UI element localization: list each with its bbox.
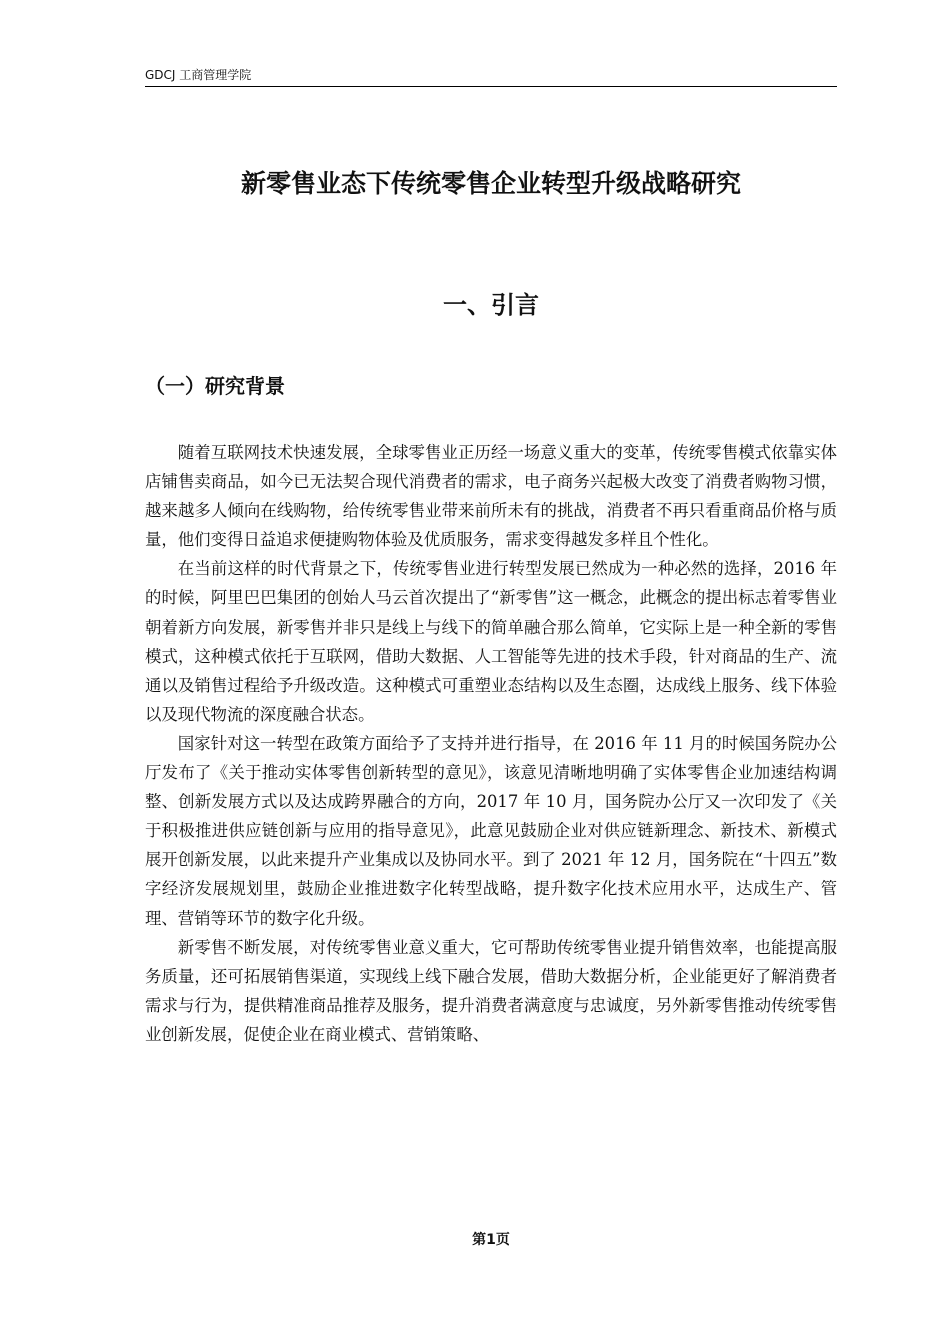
body-text	[145, 438, 837, 1049]
document-title: 新零售业态下传统零售企业转型升级战略研究	[240, 169, 741, 198]
header-text: GDCJ 工商管理学院	[145, 68, 252, 82]
paragraph: 新零售不断发展，对传统零售业意义重大，它可帮助传统零售业提升销售效率，也能提高服务质量，还可拓展销售渠道，实现线上线下融合发展，借助大数据分析，企业能更好了解消费者需求与行为，提供精准商品推荐及服务，提升消费者满意度与忠诚度，另外新零售推动传统零售业创新发展，促使企业在商业模式、营销策略、	[145, 937, 837, 1044]
section-heading: 一、引言	[443, 291, 539, 319]
page-number: 第1页	[472, 1232, 510, 1248]
paragraph: 随着互联网技术快速发展，全球零售业正历经一场意义重大的变革，传统零售模式依靠实体店铺售卖商品，如今已无法契合现代消费者的需求，电子商务兴起极大改变了消费者购物习惯，越来越多人倾向在线购物，给传统零售业带来前所未有的挑战，消费者不再只看重商品价格与质量，他们变得日益追求便捷购物体验及优质服务，需求变得越发多样且个性化。	[145, 443, 837, 550]
page-header	[145, 68, 837, 87]
paragraph: 国家针对这一转型在政策方面给予了支持并进行指导，在 2016 年 11 月的时候国务院办公厅发布了《关于推动实体零售创新转型的意见》，该意见清晰地明确了实体零售企业加速结构调整、创新发展方式以及达成跨界融合的方向，2017 年 10 月，国务院办公厅又一次印发了《关于积极推进供应链创新与应用的指导意见》，此意见鼓励企业对供应链新理念、新技术、新模式展开创新发展，以此来提升产业集成以及协同水平。到了 2021 年 12 月，国务院在“十四五”数字经济发展规划里，鼓励企业推进数字化转型战略，提升数字化技术应用水平，达成生产、管理、营销等环节的数字化升级。	[145, 733, 837, 928]
subsection-heading: （一）研究背景	[145, 374, 285, 398]
paragraph: 在当前这样的时代背景之下，传统零售业进行转型发展已然成为一种必然的选择，2016 年的时候，阿里巴巴集团的创始人马云首次提出了“新零售”这一概念，此概念的提出标志着零售业朝着新方向发展，新零售并非只是线上与线下的简单融合那么简单，它实际上是一种全新的零售模式，这种模式依托于互联网，借助大数据、人工智能等先进的技术手段，针对商品的生产、流通以及销售过程给予升级改造。这种模式可重塑业态结构以及生态圈，达成线上服务、线下体验以及现代物流的深度融合状态。	[145, 559, 837, 724]
